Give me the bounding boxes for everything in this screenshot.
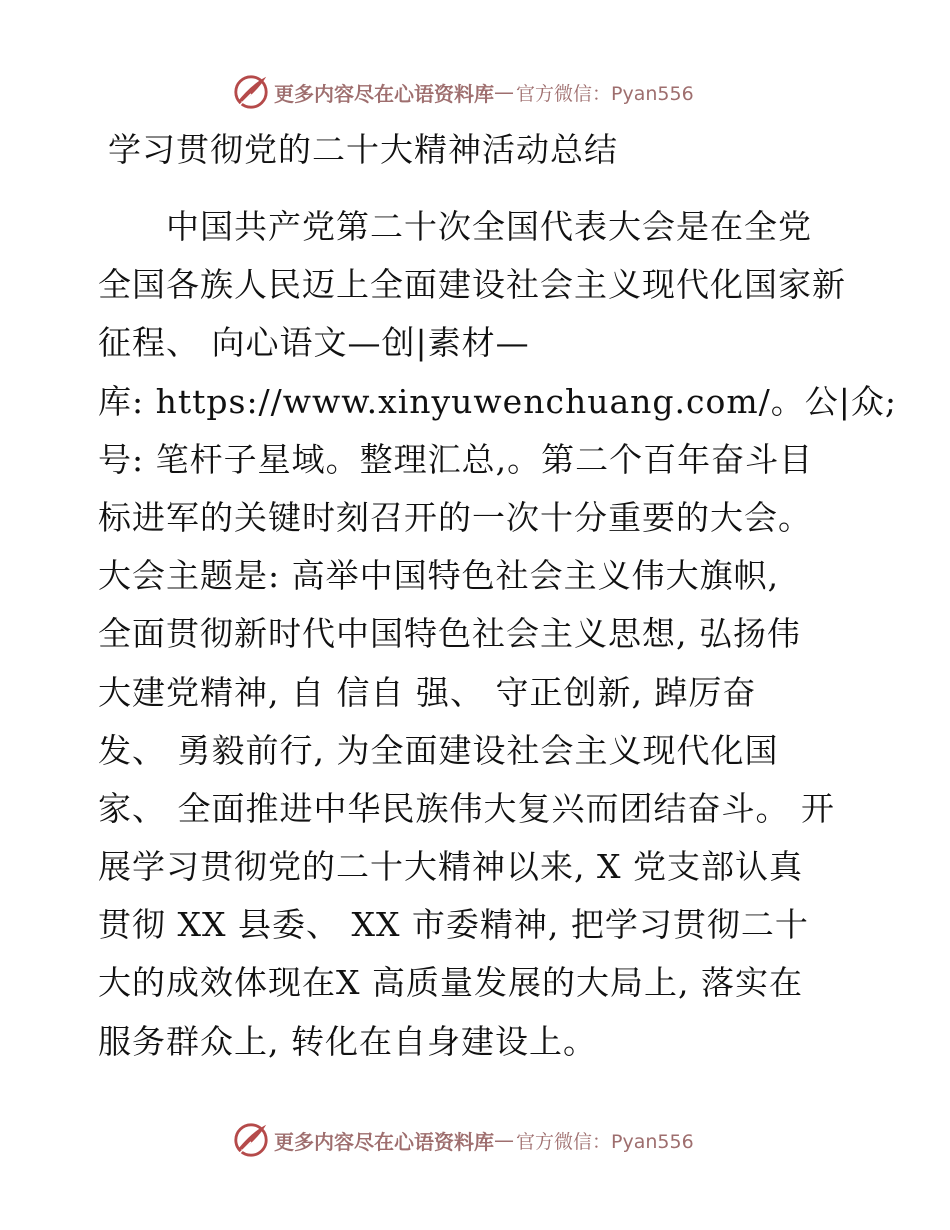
header-separator: — <box>494 80 514 104</box>
body-line: 大会主题是: 高举中国特色社会主义伟大旗帜, <box>98 556 780 596</box>
body-line: 服务群众上, 转化在自身建设上。 <box>98 1021 597 1061</box>
body-line: 征程、 向心语文—创|素材— <box>98 323 530 363</box>
body-line: 全面贯彻新时代中国特色社会主义思想, 弘扬伟 <box>98 614 801 654</box>
body-line: 展学习贯彻党的二十大精神以来, X 党支部认真 <box>98 847 803 887</box>
body-line: 全国各族人民迈上全面建设社会主义现代化国家新 <box>98 265 846 305</box>
footer-site-text: 更多内容尽在心语资料库 <box>274 1129 494 1154</box>
footer-separator: — <box>494 1128 514 1152</box>
page-title: 学习贯彻党的二十大精神活动总结 <box>108 130 618 169</box>
body-line: 大建党精神, 自 信自 强、 守正创新, 踔厉奋 <box>98 672 757 712</box>
body-line: 号: 笔杆子星域。整理汇总,。第二个百年奋斗目 <box>98 439 814 479</box>
body-line-url: 库: https://www.xinyuwenchuang.com/。公|众; <box>98 381 897 421</box>
body-line: 中国共产党第二十次全国代表大会是在全党 <box>98 207 812 246</box>
quill-logo-icon <box>232 1121 270 1159</box>
header-site-text: 更多内容尽在心语资料库 <box>274 81 494 106</box>
footer-wechat-text: 官方微信：Pyan556 <box>516 1130 694 1153</box>
footer-banner <box>232 1120 712 1160</box>
document-body <box>98 198 897 1071</box>
body-line: 标进军的关键时刻召开的一次十分重要的大会。 <box>98 497 812 537</box>
body-line: 大的成效体现在X 高质量发展的大局上, 落实在 <box>98 963 803 1003</box>
header-wechat-text: 官方微信：Pyan556 <box>516 82 694 105</box>
quill-logo-icon <box>232 73 270 111</box>
header-banner <box>232 72 712 112</box>
body-line: 贯彻 XX 县委、 XX 市委精神, 把学习贯彻二十 <box>98 905 809 945</box>
body-line: 家、 全面推进中华民族伟大复兴而团结奋斗。 开 <box>98 788 835 828</box>
body-line: 发、 勇毅前行, 为全面建设社会主义现代化国 <box>98 730 779 770</box>
